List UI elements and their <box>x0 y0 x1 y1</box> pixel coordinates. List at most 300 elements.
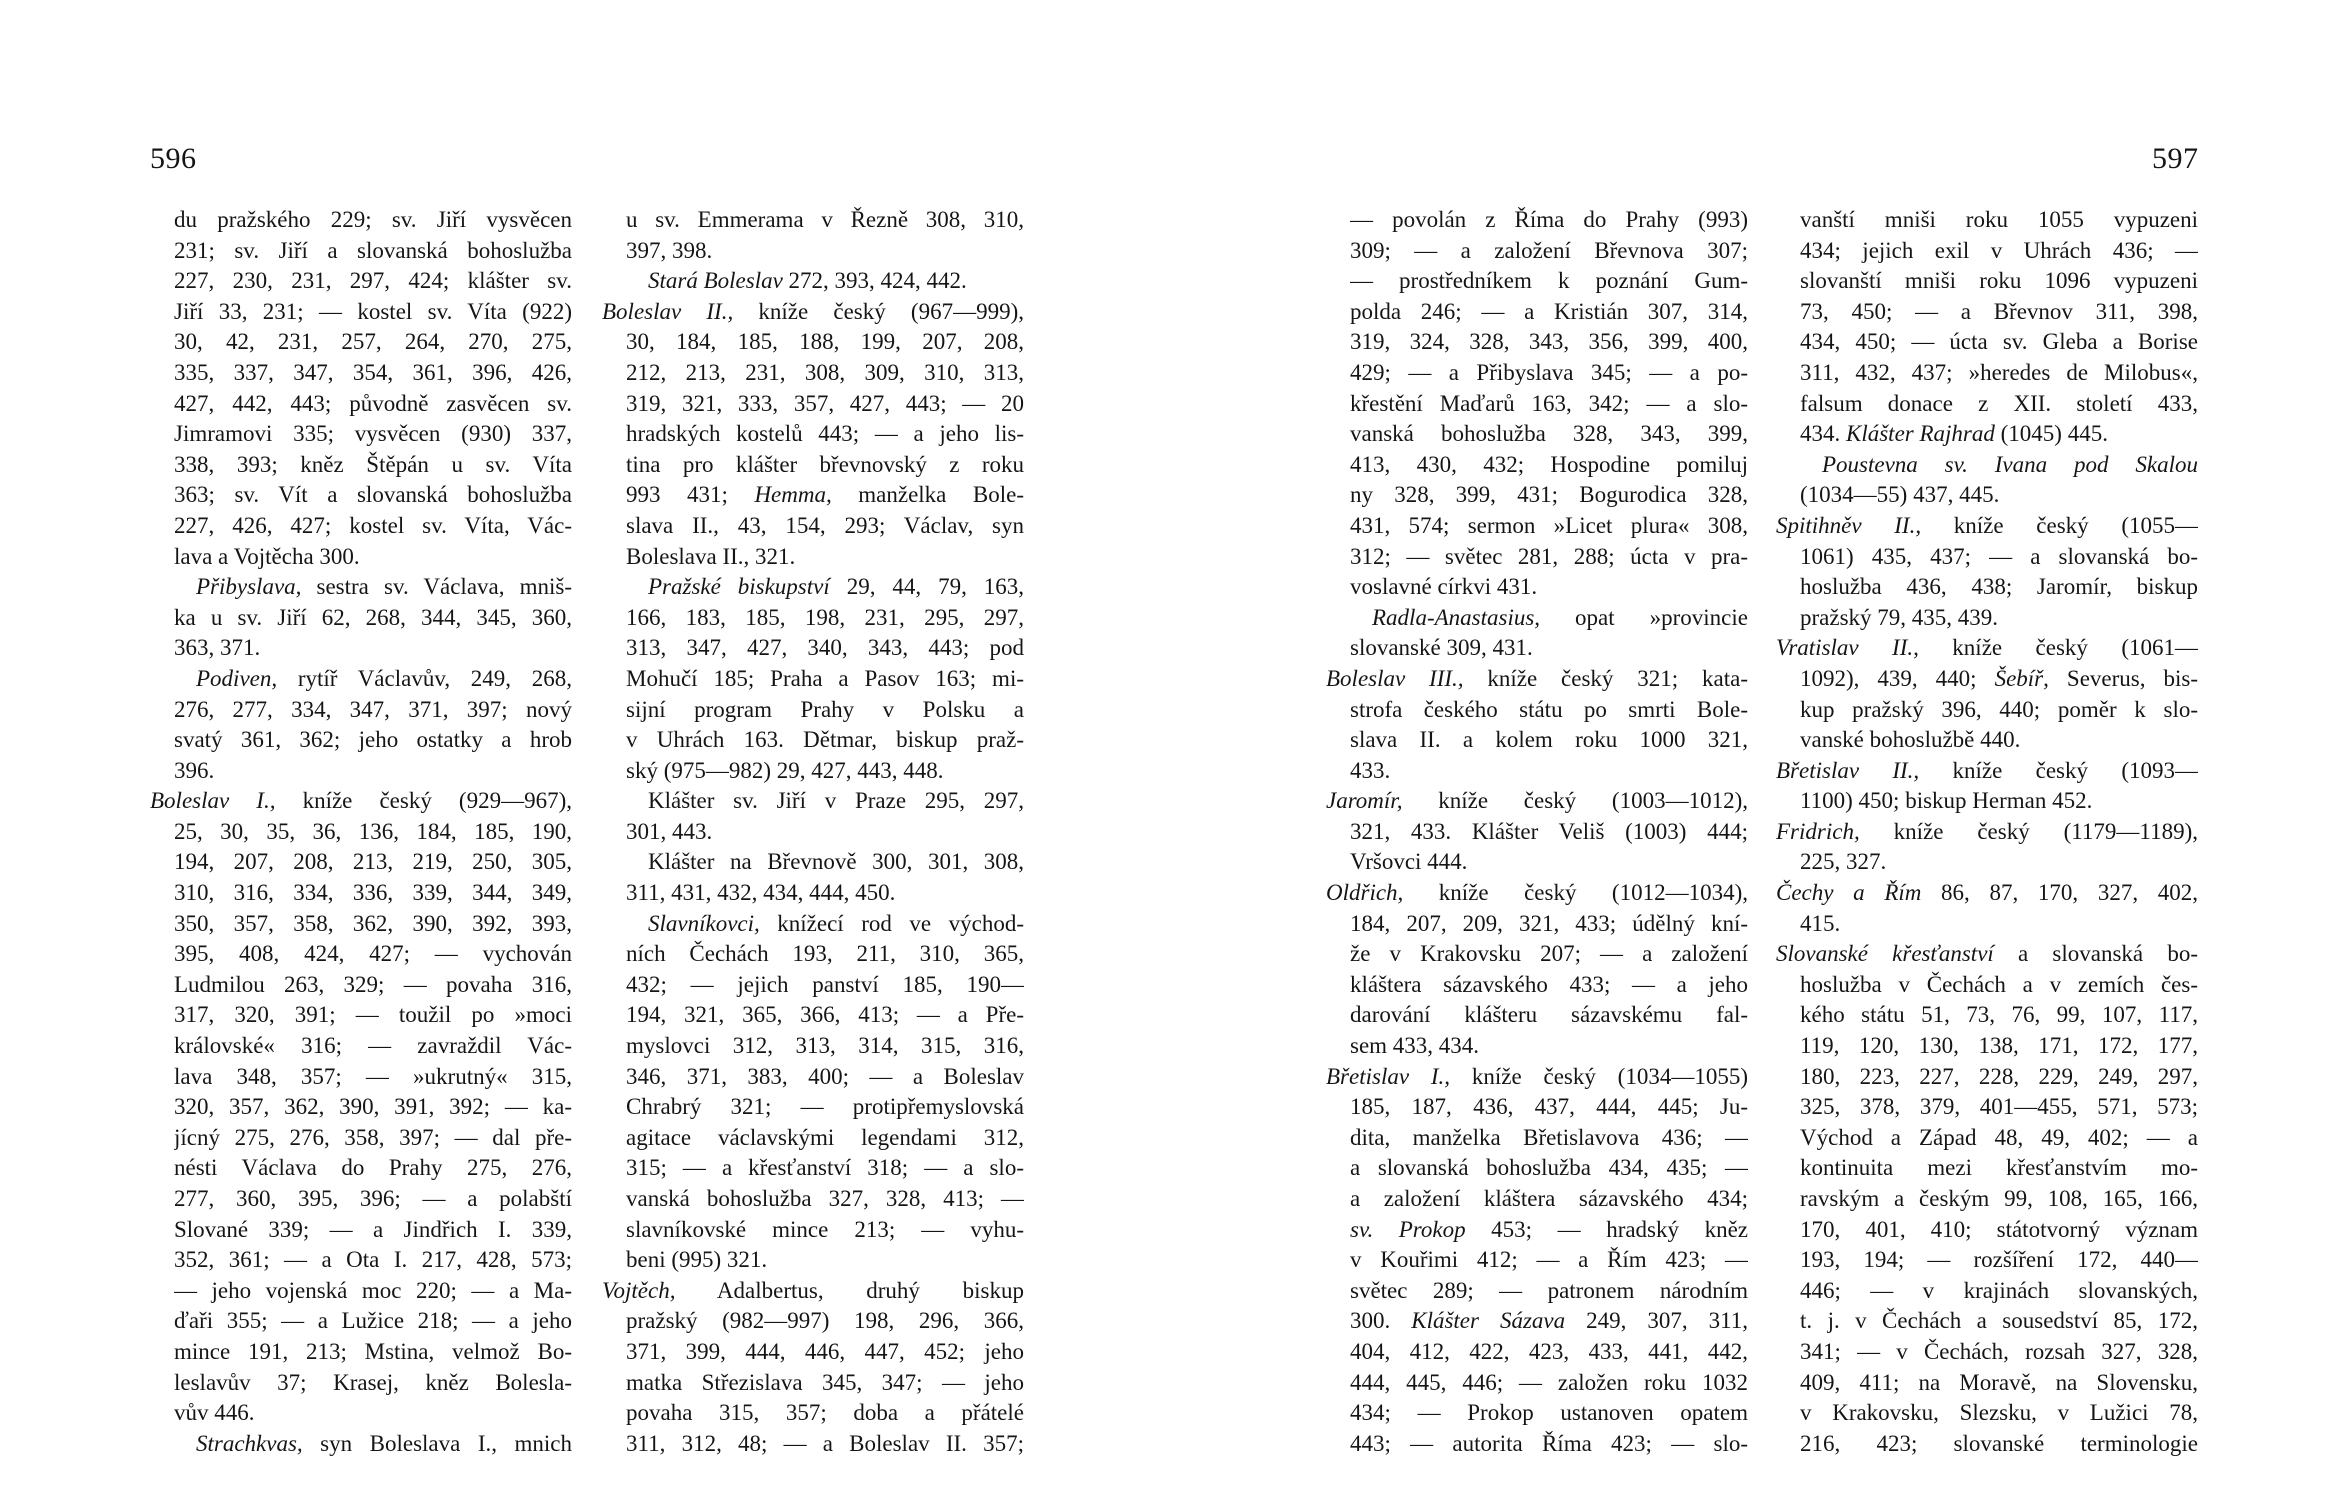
index-entry-line <box>602 1276 1024 1307</box>
index-text: kníže český (1179—1189), <box>1859 818 2198 844</box>
index-text: královské« 316; — zavraždil Vác- <box>174 1033 572 1059</box>
index-entry-line <box>602 297 1024 328</box>
index-text: t. j. v Čechách a sousedství 85, 172, <box>1800 1308 2198 1334</box>
index-text: světec 289; — patronem národním <box>1350 1277 1748 1303</box>
index-text: 73, 450; — a Břevnov 311, 398, <box>1800 298 2198 324</box>
index-text: 434, 450; — úcta sv. Gleba a Borise <box>1800 329 2198 355</box>
index-entry-line <box>1326 664 1748 695</box>
index-text: 409, 411; na Moravě, na Slovensku, <box>1800 1369 2198 1395</box>
index-headword: Klášter Sázava <box>1390 1308 1566 1334</box>
index-line <box>1350 1000 1748 1031</box>
index-text: 170, 401, 410; státotvorný význam <box>1800 1216 2198 1242</box>
index-line <box>1350 1123 1748 1154</box>
index-text: Jimramovi 335; vysvěcen (930) 337, <box>174 421 572 447</box>
index-line <box>1350 1031 1748 1062</box>
index-line <box>1800 1031 2198 1062</box>
index-text: 319, 321, 333, 357, 427, 443; — 20 <box>626 390 1024 416</box>
index-line <box>626 1245 1024 1276</box>
index-line <box>1350 909 1748 940</box>
index-line <box>1350 970 1748 1001</box>
index-text: 434; jejich exil v Uhrách 436; — <box>1800 237 2198 263</box>
index-line <box>174 1398 572 1429</box>
index-line <box>626 878 1024 909</box>
index-text: 413, 430, 432; Hospodine pomiluj <box>1350 451 1748 477</box>
index-text: 225, 327. <box>1800 849 1887 875</box>
index-line <box>174 266 572 297</box>
index-text: 341; — v Čechách, rozsah 327, 328, <box>1800 1338 2198 1364</box>
index-text: 434; — Prokop ustanoven opatem <box>1350 1400 1748 1426</box>
index-line <box>1350 1337 1748 1368</box>
index-headword: Stará Boleslav <box>648 268 783 294</box>
index-text: beni (995) 321. <box>626 1247 768 1273</box>
index-line <box>174 1123 572 1154</box>
index-line <box>626 664 1024 695</box>
index-text: 30, 184, 185, 188, 199, 207, 208, <box>626 329 1024 355</box>
index-text: 396. <box>174 757 215 783</box>
index-headword: Čechy a Řím <box>1776 880 1922 906</box>
index-line <box>1800 266 2198 297</box>
index-text: myslovci 312, 313, 314, 315, 316, <box>626 1033 1024 1059</box>
index-text: 277, 360, 395, 396; — a polabští <box>174 1186 572 1211</box>
index-headword: Fridrich, <box>1776 818 1860 844</box>
index-line <box>1350 450 1748 481</box>
index-entry-line <box>1776 756 2198 787</box>
index-text: kontinuita mezi křesťanstvím mo- <box>1800 1155 2198 1181</box>
index-text: 301, 443. <box>626 818 713 844</box>
index-line <box>1800 297 2198 328</box>
index-line <box>1800 1184 2198 1215</box>
index-text: 194, 321, 365, 366, 413; — a Pře- <box>626 1002 1024 1028</box>
index-line <box>626 756 1024 787</box>
index-text: 453; — hradský kněz <box>1465 1216 1748 1242</box>
index-line <box>1350 266 1748 297</box>
index-text: 119, 120, 130, 138, 171, 172, 177, <box>1800 1033 2198 1059</box>
index-line <box>174 878 572 909</box>
index-line <box>626 511 1024 542</box>
index-line <box>626 419 1024 450</box>
index-column-4 <box>1776 205 2198 1459</box>
index-text: jícný 275, 276, 358, 397; — dal pře- <box>174 1124 572 1150</box>
index-text: 350, 357, 358, 362, 390, 392, 393, <box>174 910 572 936</box>
index-text: pražský 79, 435, 439. <box>1800 604 1999 630</box>
index-text: 86, 87, 170, 327, 402, <box>1921 880 2198 906</box>
index-line <box>1800 327 2198 358</box>
index-text: hoslužba v Čechách a v zemích čes- <box>1800 971 2198 997</box>
index-text: rytíř Václavův, 249, 268, <box>277 665 572 691</box>
index-line <box>1800 419 2198 450</box>
index-text: kníže český (1034—1055) <box>1450 1063 1748 1089</box>
index-text: 1100) 450; biskup Herman 452. <box>1800 788 2093 814</box>
index-entry-line <box>174 664 572 695</box>
index-text: 276, 277, 334, 347, 371, 397; nový <box>174 696 572 722</box>
index-text: 415. <box>1800 910 1841 936</box>
index-headword: Břetislav II., <box>1776 757 1920 783</box>
index-line <box>174 725 572 756</box>
index-text: 325, 378, 379, 401—455, 571, 573; <box>1800 1094 2198 1120</box>
index-line <box>1350 1429 1748 1460</box>
index-headword: Šebíř, <box>1976 665 2049 691</box>
index-line <box>626 847 1024 878</box>
index-text: v Krakovsku, Slezsku, v Lužici 78, <box>1800 1400 2198 1426</box>
index-text: slovanští mniši roku 1096 vypuzeni <box>1800 268 2198 294</box>
index-text: 433. <box>1350 757 1391 783</box>
index-text: voslavné církvi 431. <box>1350 574 1538 600</box>
index-text: 346, 371, 383, 400; — a Boleslav <box>626 1063 1024 1089</box>
index-text: 431, 574; sermon »Licet plura« 308, <box>1350 512 1748 538</box>
index-line <box>1800 1337 2198 1368</box>
index-text: Boleslava II., 321. <box>626 543 796 569</box>
index-text: polda 246; — a Kristián 307, 314, <box>1350 298 1748 324</box>
index-text: falsum donace z XII. století 433, <box>1800 390 2198 416</box>
index-line <box>174 1062 572 1093</box>
index-line <box>626 1062 1024 1093</box>
index-line <box>1800 695 2198 726</box>
index-text: hradských kostelů 443; — a jeho lis- <box>626 421 1024 447</box>
index-text: ravským a českým 99, 108, 165, 166, <box>1800 1186 2198 1211</box>
index-headword: Klášter Rajhrad <box>1840 421 1995 447</box>
index-line <box>1350 756 1748 787</box>
index-text: — povolán z Říma do Prahy (993) <box>1350 207 1748 232</box>
index-line <box>1800 1276 2198 1307</box>
index-text: kníže český (929—967), <box>275 788 572 814</box>
index-text: tina pro klášter břevnovský z roku <box>626 451 1024 477</box>
index-text: v Kouřimi 412; — a Řím 423; — <box>1350 1247 1748 1273</box>
right-page-number: 597 <box>2152 142 2199 175</box>
index-line <box>1350 1306 1748 1337</box>
index-line <box>1800 1368 2198 1399</box>
index-text: lava a Vojtěcha 300. <box>174 543 360 569</box>
index-line <box>1350 511 1748 542</box>
index-text: 309; — a založení Břevnova 307; <box>1350 237 1748 263</box>
index-text: Slované 339; — a Jindřich I. 339, <box>174 1216 572 1242</box>
index-line <box>1800 725 2198 756</box>
index-line <box>1350 297 1748 328</box>
index-text: 446; — v krajinách slovanských, <box>1800 1277 2198 1303</box>
index-line <box>626 205 1024 236</box>
index-entry-line <box>1350 603 1748 634</box>
index-text: 184, 207, 209, 321, 433; údělný kní- <box>1350 910 1748 936</box>
index-line <box>1350 1184 1748 1215</box>
index-entry-line <box>174 572 572 603</box>
index-text: 194, 207, 208, 213, 219, 250, 305, <box>174 849 572 875</box>
index-text: kníže český (1012—1034), <box>1403 880 1748 906</box>
index-headword: Vojtěch, <box>602 1277 676 1303</box>
index-line <box>626 1306 1024 1337</box>
index-column-1 <box>150 205 572 1459</box>
index-text: 432; — jejich panství 185, 190— <box>626 971 1024 997</box>
index-text: 311, 432, 437; »heredes de Milobus«, <box>1800 359 2198 385</box>
index-text: kláštera sázavského 433; — a jeho <box>1350 971 1748 997</box>
index-line <box>1350 1153 1748 1184</box>
index-text: Vršovci 444. <box>1350 849 1468 875</box>
index-headword: Pražské biskupství <box>648 574 830 600</box>
index-text: 363; sv. Vít a slovanská bohoslužba <box>174 482 572 508</box>
index-headword: Oldřich, <box>1326 880 1404 906</box>
index-text: 212, 213, 231, 308, 309, 310, 313, <box>626 359 1024 385</box>
index-line <box>174 939 572 970</box>
index-text: 185, 187, 436, 437, 444, 445; Ju- <box>1350 1094 1748 1120</box>
index-text: matka Střezislava 345, 347; — jeho <box>626 1369 1024 1395</box>
index-text: 166, 183, 185, 198, 231, 295, 297, <box>626 604 1024 630</box>
index-line <box>1800 1398 2198 1429</box>
index-text: vův 446. <box>174 1400 255 1426</box>
index-entry-line <box>1350 1215 1748 1246</box>
index-text: 352, 361; — a Ota I. 217, 428, 573; <box>174 1247 572 1273</box>
index-entry-line <box>174 1429 572 1460</box>
index-text: vanská bohoslužba 328, 343, 399, <box>1350 421 1748 447</box>
index-line <box>626 236 1024 267</box>
index-text: 397, 398. <box>626 237 713 263</box>
index-line <box>1350 542 1748 573</box>
index-line <box>626 1123 1024 1154</box>
index-text: 313, 347, 427, 340, 343, 443; pod <box>626 635 1024 661</box>
index-text: dita, manželka Břetislavova 436; — <box>1350 1124 1748 1150</box>
index-text: lava 348, 357; — »ukrutný« 315, <box>174 1063 572 1089</box>
index-text: svatý 361, 362; jeho ostatky a hrob <box>174 727 572 753</box>
index-line <box>1800 480 2198 511</box>
index-text: agitace václavskými legendami 312, <box>626 1124 1024 1150</box>
index-line <box>174 450 572 481</box>
index-line <box>174 1306 572 1337</box>
index-line <box>1800 1062 2198 1093</box>
index-text: 272, 393, 424, 442. <box>782 268 967 294</box>
index-line <box>1350 725 1748 756</box>
index-entry-line <box>1326 786 1748 817</box>
index-text: du pražského 229; sv. Jiří vysvěcen <box>174 207 572 232</box>
index-line <box>174 297 572 328</box>
index-line <box>626 817 1024 848</box>
index-text: 993 431; <box>626 482 728 508</box>
index-line <box>174 419 572 450</box>
index-line <box>1800 664 2198 695</box>
index-text: kníže český (1061— <box>1918 635 2198 661</box>
index-text: 321, 433. Klášter Veliš (1003) 444; <box>1350 818 1748 844</box>
index-line <box>1350 939 1748 970</box>
index-headword: Boleslav III., <box>1326 665 1464 691</box>
index-text: darování klášteru sázavskému fal- <box>1350 1002 1748 1028</box>
index-line <box>174 1031 572 1062</box>
index-line <box>1350 236 1748 267</box>
index-line <box>626 1337 1024 1368</box>
index-line <box>626 480 1024 511</box>
index-line <box>174 327 572 358</box>
index-line <box>174 480 572 511</box>
index-text: 29, 44, 79, 163, <box>829 574 1024 600</box>
index-text: 319, 324, 328, 343, 356, 399, 400, <box>1350 329 1748 355</box>
index-entry-line <box>1776 633 2198 664</box>
index-text: hoslužba 436, 438; Jaromír, biskup <box>1800 574 2198 600</box>
index-text: 231; sv. Jiří a slovanská bohoslužba <box>174 237 572 263</box>
index-line <box>626 786 1024 817</box>
index-text: slava II., 43, 154, 293; Václav, syn <box>626 512 1024 538</box>
index-headword: Slavníkovci, <box>648 910 760 936</box>
index-text: 1092), 439, 440; <box>1800 665 1977 691</box>
index-line <box>174 633 572 664</box>
index-line <box>1800 1306 2198 1337</box>
index-line <box>626 633 1024 664</box>
index-text: 227, 230, 231, 297, 424; klášter sv. <box>174 268 572 294</box>
index-line <box>1800 1215 2198 1246</box>
index-line <box>1800 847 2198 878</box>
index-headword: Boleslav II., <box>602 298 734 324</box>
index-text: ďaři 355; — a Lužice 218; — a jeho <box>174 1308 572 1334</box>
index-text: sem 433, 434. <box>1350 1033 1480 1059</box>
index-text: Východ a Západ 48, 49, 402; — a <box>1800 1124 2198 1150</box>
index-text: 311, 431, 432, 434, 444, 450. <box>626 880 896 906</box>
index-line <box>174 695 572 726</box>
index-line <box>1800 1092 2198 1123</box>
index-line <box>1800 236 2198 267</box>
index-line <box>626 1000 1024 1031</box>
index-text: a založení kláštera sázavského 434; <box>1350 1186 1748 1211</box>
index-line <box>174 1215 572 1246</box>
index-text: strofa českého státu po smrti Bole- <box>1350 696 1748 722</box>
index-text: (1034—55) 437, 445. <box>1800 482 2000 508</box>
index-text: syn Boleslava I., mnich <box>302 1430 572 1456</box>
index-text: křestění Maďarů 163, 342; — a slo- <box>1350 390 1748 416</box>
index-entry-line <box>1326 878 1748 909</box>
index-entry-line <box>1800 450 2198 481</box>
index-text: sijní program Prahy v Polsku a <box>626 696 1024 722</box>
index-line <box>1350 1092 1748 1123</box>
index-entry-line <box>1776 878 2198 909</box>
index-line <box>626 1368 1024 1399</box>
index-text: 320, 357, 362, 390, 391, 392; — ka- <box>174 1094 572 1120</box>
index-line <box>626 358 1024 389</box>
index-text: 311, 312, 48; — a Boleslav II. 357; <box>626 1430 1024 1456</box>
index-text: slovanské 309, 431. <box>1350 635 1533 661</box>
index-text: 434. <box>1800 421 1841 447</box>
index-line <box>1800 603 2198 634</box>
index-line <box>174 817 572 848</box>
index-line <box>626 1184 1024 1215</box>
index-line <box>1350 695 1748 726</box>
index-text: 444, 445, 446; — založen roku 1032 <box>1350 1369 1748 1395</box>
index-text: ny 328, 399, 431; Bogurodica 328, <box>1350 482 1748 508</box>
index-line <box>1350 419 1748 450</box>
index-text: 180, 223, 227, 228, 229, 249, 297, <box>1800 1063 2198 1089</box>
index-text: mince 191, 213; Mstina, velmož Bo- <box>174 1338 572 1364</box>
index-line <box>174 358 572 389</box>
index-text: ních Čechách 193, 211, 310, 365, <box>626 941 1024 967</box>
index-text: Klášter na Břevnově 300, 301, 308, <box>648 849 1024 875</box>
index-text: 193, 194; — rozšíření 172, 440— <box>1800 1247 2198 1273</box>
index-text: 317, 320, 391; — toužil po »moci <box>174 1002 572 1028</box>
index-line <box>626 1092 1024 1123</box>
index-line <box>626 1429 1024 1460</box>
index-text: Severus, bis- <box>2048 665 2198 691</box>
index-line <box>626 1398 1024 1429</box>
index-line <box>1350 205 1748 236</box>
index-line <box>626 1215 1024 1246</box>
index-text: 335, 337, 347, 354, 361, 396, 426, <box>174 359 572 385</box>
index-entry-line <box>626 909 1024 940</box>
index-text: leslavův 37; Krasej, kněz Bolesla- <box>174 1369 572 1395</box>
index-text: kého státu 51, 73, 76, 99, 107, 117, <box>1800 1002 2198 1028</box>
index-text: — prostředníkem k poznání Gum- <box>1350 268 1748 294</box>
index-line <box>1800 542 2198 573</box>
index-line <box>174 970 572 1001</box>
index-line <box>1800 970 2198 1001</box>
index-line <box>1800 1123 2198 1154</box>
index-text: vanská bohoslužba 327, 328, 413; — <box>626 1186 1024 1211</box>
index-headword: Radla-Anastasius, <box>1372 604 1541 630</box>
index-text: ský (975—982) 29, 427, 443, 448. <box>626 757 944 783</box>
index-line <box>174 1092 572 1123</box>
index-column-2 <box>602 205 1024 1459</box>
index-line <box>1350 480 1748 511</box>
index-line <box>174 1184 572 1215</box>
index-entry-line <box>626 266 1024 297</box>
index-line <box>1350 633 1748 664</box>
index-text: pražský (982—997) 198, 296, 366, <box>626 1308 1024 1334</box>
index-text: manželka Bole- <box>831 482 1024 508</box>
index-line <box>626 939 1024 970</box>
index-text: kníže český (1003—1012), <box>1402 788 1748 814</box>
index-line <box>1350 1276 1748 1307</box>
index-headword: Podiven, <box>196 665 278 691</box>
index-line <box>1350 389 1748 420</box>
index-text: u sv. Emmerama v Řezně 308, 310, <box>626 207 1024 232</box>
index-line <box>174 1153 572 1184</box>
index-line <box>1350 572 1748 603</box>
index-text: kníže český (967—999), <box>733 298 1024 324</box>
index-text: 395, 408, 424, 427; — vychován <box>174 941 572 967</box>
index-line <box>1350 1398 1748 1429</box>
index-text: 300. <box>1350 1308 1391 1334</box>
index-line <box>174 1000 572 1031</box>
index-text: 315; — a křesťanství 318; — a slo- <box>626 1155 1024 1181</box>
index-text: Mohučí 185; Praha a Pasov 163; mi- <box>626 665 1024 691</box>
index-headword: sv. Prokop <box>1350 1216 1466 1242</box>
index-column-3 <box>1326 205 1748 1459</box>
index-line <box>174 909 572 940</box>
index-line <box>174 756 572 787</box>
index-text: slava II. a kolem roku 1000 321, <box>1350 727 1748 753</box>
index-line <box>1800 358 2198 389</box>
index-text: opat »provincie <box>1540 604 1748 630</box>
index-line <box>626 389 1024 420</box>
index-headword: Slovanské křesťanství <box>1776 941 1994 967</box>
index-line <box>1800 572 2198 603</box>
index-line <box>626 695 1024 726</box>
index-text: knížecí rod ve východ- <box>759 910 1024 936</box>
index-headword: Poustevna sv. Ivana pod Skalou <box>1822 451 2198 477</box>
index-text: kníže český (1093— <box>1919 757 2198 783</box>
index-text: sestra sv. Václava, mniš- <box>301 574 572 600</box>
index-line <box>1800 205 2198 236</box>
index-text: 30, 42, 231, 257, 264, 270, 275, <box>174 329 572 355</box>
index-line <box>174 511 572 542</box>
index-entry-line <box>1326 1062 1748 1093</box>
index-line <box>1800 389 2198 420</box>
index-line <box>626 1031 1024 1062</box>
index-line <box>174 389 572 420</box>
index-line <box>1350 327 1748 358</box>
index-entry-line <box>1776 817 2198 848</box>
index-text: (1045) 445. <box>1994 421 2108 447</box>
index-text: 25, 30, 35, 36, 136, 184, 185, 190, <box>174 818 572 844</box>
index-headword: Boleslav I., <box>150 788 276 814</box>
index-text: 338, 393; kněz Štěpán u sv. Víta <box>174 451 572 477</box>
index-line <box>1350 1245 1748 1276</box>
index-text: 371, 399, 444, 446, 447, 452; jeho <box>626 1338 1024 1364</box>
index-headword: Přibyslava, <box>196 574 302 600</box>
index-line <box>626 725 1024 756</box>
index-text: kníže český 321; kata- <box>1463 665 1748 691</box>
index-line <box>174 205 572 236</box>
index-text: že v Krakovsku 207; — a založení <box>1350 941 1748 967</box>
